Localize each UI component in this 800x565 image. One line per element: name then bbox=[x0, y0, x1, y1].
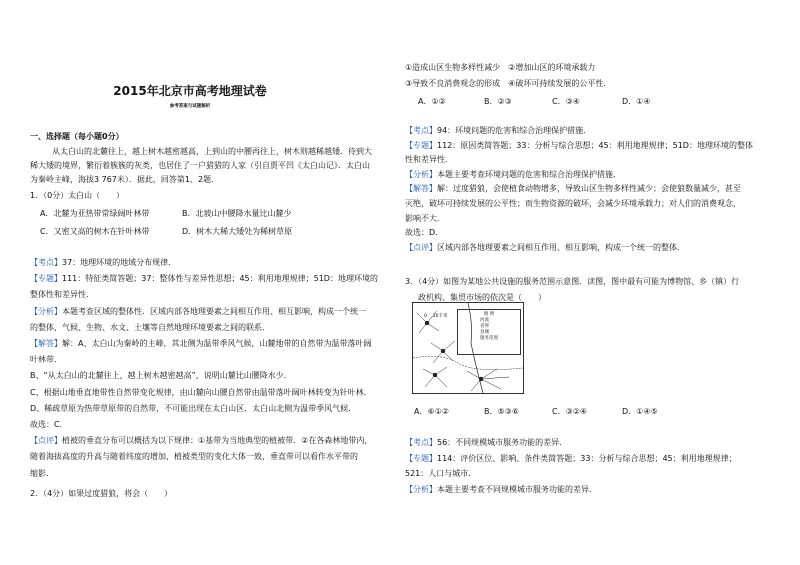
section-heading: 一、选择题（每小题0分） bbox=[30, 132, 124, 141]
option-c: C．③④ bbox=[552, 97, 580, 106]
analysis-line bbox=[30, 257, 176, 268]
analysis-text: 112：原因类简答题；33：分析与综合思想；45：利用地理规律；51D：地理环境的整体 bbox=[437, 140, 753, 150]
analysis-text: 叶林带． bbox=[30, 355, 62, 365]
analysis-tag: 【考点】 bbox=[30, 258, 62, 267]
analysis-line bbox=[30, 451, 358, 462]
option-a: A．⑥①② bbox=[414, 407, 449, 416]
option-b: B．②③ bbox=[484, 97, 512, 106]
analysis-line bbox=[405, 227, 443, 238]
choice-line: ③导致不良消费观念的形成 ④破坏可持续发展的公平性． bbox=[405, 79, 612, 88]
option-c: C．又密又高的树木在针叶林带 bbox=[40, 227, 150, 236]
analysis-text: 性和差异性． bbox=[405, 155, 453, 165]
analysis-text: 114：评价区位、影响、条件类简答题；33：分析与综合思想；45：利用地理规律； bbox=[437, 453, 737, 463]
analysis-tag: 【解答】 bbox=[30, 339, 62, 348]
analysis-line bbox=[30, 370, 292, 381]
option-a: A．①② bbox=[418, 97, 446, 106]
analysis-line bbox=[30, 403, 356, 414]
analysis-line bbox=[405, 140, 753, 151]
option-d: D．树木大稀大矮处为稀树草原 bbox=[182, 227, 293, 236]
analysis-line bbox=[405, 183, 741, 194]
analysis-text: 94：环境问题的危害和综合治理保护措施． bbox=[437, 126, 592, 135]
analysis-text: 37：地理环境的地域分布规律． bbox=[62, 258, 177, 267]
analysis-line bbox=[30, 306, 366, 317]
analysis-line bbox=[30, 322, 270, 333]
analysis-line bbox=[30, 273, 378, 284]
analysis-tag: 【考点】 bbox=[405, 438, 437, 447]
analysis-text: D、稀疏草原为热带草原带的自然带，不可能出现在太白山区．太白山北侧为温带季风气候． bbox=[30, 403, 357, 413]
analysis-line bbox=[405, 468, 476, 479]
legend-item: 县城 bbox=[480, 330, 489, 335]
service-star bbox=[423, 367, 447, 387]
question-stem: 3．（4分）如图为某地公共设施的服务范围示意图．读图，图中最有可能为博物馆、乡（镇）行 bbox=[405, 277, 740, 286]
analysis-line bbox=[405, 125, 591, 136]
analysis-tag: 【分析】 bbox=[405, 484, 437, 494]
legend-item: 河流 bbox=[480, 318, 489, 323]
option-b: B．北坡山中腰降水量比山麓少 bbox=[182, 209, 292, 218]
analysis-tag: 【考点】 bbox=[405, 126, 437, 135]
option-a: A．北麓为亚热带常绿阔叶林带 bbox=[40, 209, 150, 218]
analysis-text: 本题主要考查环境问题的危害和综合治理保护措施． bbox=[437, 169, 621, 179]
choice-line: ①造成山区生物多样性减少 ②增加山区的环境承载力 bbox=[405, 63, 596, 72]
analysis-tag: 【解答】 bbox=[405, 184, 437, 194]
analysis-line bbox=[30, 468, 54, 479]
analysis-tag: 【分析】 bbox=[405, 169, 437, 179]
question-stem: 政机构、集贸市场的依次是（ ） bbox=[418, 293, 546, 302]
analysis-line bbox=[405, 242, 685, 253]
analysis-tag: 【点评】 bbox=[30, 436, 62, 446]
legend-item: 省界 bbox=[480, 324, 489, 329]
analysis-text: B、“从太白山的北麓往上，越上树木越密越高”，说明山麓比山腰降水少． bbox=[30, 371, 292, 381]
analysis-line bbox=[405, 169, 621, 180]
analysis-tag: 【专题】 bbox=[405, 140, 437, 150]
map-scale: 0 10千米 bbox=[424, 314, 448, 319]
service-star bbox=[431, 341, 455, 363]
legend-title: 图 例 bbox=[483, 312, 495, 317]
analysis-line bbox=[30, 289, 94, 300]
analysis-text: 解：A、太白山为秦岭的主峰，其北侧为温带季风气候，山麓地带的自然带为温带落叶阔 bbox=[62, 339, 372, 348]
analysis-text: 影响不大． bbox=[405, 213, 445, 223]
analysis-line bbox=[30, 354, 62, 365]
passage-line: 为秦岭主峰，海拔3 767米）．据此，回答第1、2题． bbox=[30, 175, 220, 184]
analysis-text: 56：不同规模城市服务功能的差异． bbox=[437, 438, 568, 447]
page-title: 2015年北京市高考地理试卷 bbox=[113, 84, 267, 98]
analysis-text: 灭绝，破坏可持续发展的公平性；而生物资源的破坏，会减少环境承载力；对人们的消费观念， bbox=[405, 199, 741, 208]
analysis-tag: 【分析】 bbox=[30, 306, 62, 316]
legend-item: 服务范围 bbox=[480, 336, 498, 341]
option-d: D．①④ bbox=[622, 97, 651, 106]
analysis-text: 随着海拔高度的升高与随着纬度的增加，植被类型的变化大体一致，垂直带可以看作水平带的 bbox=[30, 452, 358, 462]
analysis-text: 区域内部各地理要素之间相互作用、相互影响，构成一个统一的整体． bbox=[437, 242, 685, 252]
question-stem: 1．（0分）太白山（ ） bbox=[30, 191, 125, 200]
analysis-line bbox=[405, 453, 737, 464]
map-legend bbox=[457, 309, 521, 355]
analysis-line bbox=[30, 435, 372, 446]
analysis-text: 本题考查区域的整体性．区域内部各地理要素之间相互作用、相互影响，构成一个统一 bbox=[62, 306, 366, 316]
option-b: B．⑤③⑥ bbox=[484, 407, 520, 416]
analysis-line bbox=[405, 154, 453, 165]
analysis-text: 521：人口与城市． bbox=[405, 469, 477, 478]
passage-line: 稀大矮的境界，繁衍着簇簇的灰类，也居住了一户猎猎的人家（引自贾平凹《太白山记》．太白山 bbox=[30, 161, 370, 170]
question-stem: 2．（4分）如果过度猎狼，将会（ ） bbox=[30, 489, 173, 498]
analysis-text: C、根据山地垂直地带性自然带变化规律，由山麓向山腰自然带由温带落叶阔叶林转变为针叶林． bbox=[30, 387, 372, 397]
analysis-text: 本题主要考查不同规模城市服务功能的差异． bbox=[437, 484, 597, 494]
service-star bbox=[467, 369, 509, 391]
passage-line: 从太白山的北麓往上，越上树木越密越高，上到山的中腰再往上，树木则越稀越矮．待到大 bbox=[52, 147, 372, 156]
analysis-line bbox=[405, 484, 597, 495]
analysis-tag: 【专题】 bbox=[30, 274, 62, 284]
analysis-line bbox=[30, 387, 372, 398]
analysis-text: 植被的垂直分布可以概括为以下规律：①基带为当地典型的植被带．②在各森林地带内， bbox=[62, 436, 373, 446]
option-c: C．③②④ bbox=[552, 407, 588, 416]
analysis-line bbox=[405, 437, 567, 448]
analysis-line bbox=[405, 198, 741, 209]
analysis-text: 故选：C． bbox=[30, 420, 68, 429]
analysis-text: 整体性和差异性． bbox=[30, 290, 94, 300]
analysis-tag: 【专题】 bbox=[405, 453, 437, 463]
analysis-line bbox=[405, 213, 445, 224]
analysis-text: 故选：D． bbox=[405, 228, 444, 238]
analysis-line bbox=[30, 338, 371, 349]
option-d: D．①④⑤ bbox=[622, 407, 658, 416]
analysis-text: 缩影． bbox=[30, 468, 54, 478]
analysis-text: 111：特征类简答题；37：整体性与差异性思想；45：利用地理规律；51D：地理环境的 bbox=[62, 274, 378, 284]
analysis-text: 的整体，气候、生物、水文、土壤等自然地理环境要素之间的联系． bbox=[30, 322, 270, 332]
page-subtitle: 参考答案与试题解析 bbox=[169, 104, 211, 109]
analysis-tag: 【点评】 bbox=[405, 242, 437, 252]
analysis-text: 解：过度猎狼，会使植食动物增多，导致山区生物多样性减少；会使狼数量减少，甚至 bbox=[437, 184, 741, 194]
analysis-line bbox=[30, 419, 68, 430]
province-border bbox=[413, 356, 523, 369]
